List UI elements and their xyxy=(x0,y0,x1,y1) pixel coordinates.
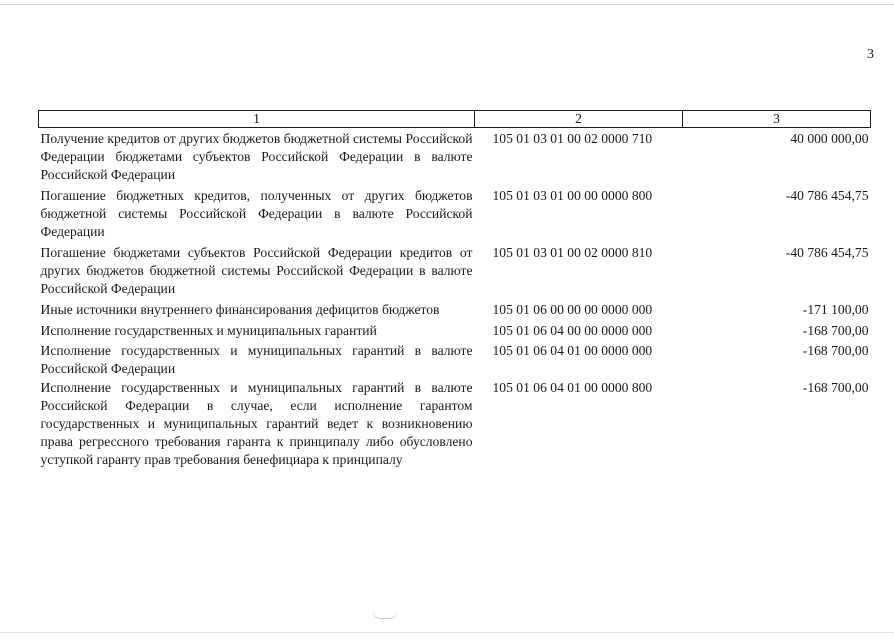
row-name: Погашение бюджетами субъектов Российской Федерации кредитов от других бюджетов бюджетной системы Российской Федерации в валюте Российской Федерации xyxy=(40,245,473,296)
row-code: 105 01 06 04 01 00 0000 000 xyxy=(492,343,653,358)
column-header-3: 3 xyxy=(683,111,871,128)
column-header-1: 1 xyxy=(39,111,475,128)
scan-top-edge xyxy=(0,4,894,5)
scan-mark xyxy=(372,610,398,619)
row-name: Исполнение государственных и муниципальных гарантий в валюте Российской Федерации xyxy=(40,343,473,376)
table-row xyxy=(39,186,871,243)
table-row xyxy=(39,128,871,187)
row-code: 105 01 06 04 00 00 0000 000 xyxy=(492,323,653,338)
row-name: Погашение бюджетных кредитов, полученных от других бюджетов бюджетной системы Российской Федерации в валюте Российской Федерации xyxy=(40,188,473,239)
row-amount: -168 700,00 xyxy=(802,323,869,338)
budget-sources-table xyxy=(38,110,871,471)
row-amount: -168 700,00 xyxy=(802,380,869,395)
page-number: 3 xyxy=(867,47,874,62)
row-name: Получение кредитов от других бюджетов бюджетной системы Российской Федерации бюджетами субъектов Российской Федерации в валюте Российской Федерации xyxy=(40,131,473,182)
row-code: 105 01 03 01 00 00 0000 800 xyxy=(492,188,653,203)
column-header-2: 2 xyxy=(475,111,683,128)
row-code: 105 01 03 01 00 02 0000 710 xyxy=(492,131,653,146)
row-amount: -168 700,00 xyxy=(802,343,869,358)
scan-bottom-edge xyxy=(0,632,894,633)
table-row xyxy=(39,378,871,471)
row-code: 105 01 06 04 01 00 0000 800 xyxy=(492,380,653,395)
row-amount: -171 100,00 xyxy=(802,302,869,317)
table-row xyxy=(39,321,871,342)
row-code: 105 01 06 00 00 00 0000 000 xyxy=(492,302,653,317)
row-name: Исполнение государственных и муниципальных гарантий xyxy=(40,323,377,338)
row-code: 105 01 03 01 00 02 0000 810 xyxy=(492,245,653,260)
row-amount: 40 000 000,00 xyxy=(790,131,869,146)
table-row xyxy=(39,300,871,321)
row-amount: -40 786 454,75 xyxy=(785,188,869,203)
row-name: Иные источники внутреннего финансирования дефицитов бюджетов xyxy=(40,302,440,317)
row-amount: -40 786 454,75 xyxy=(785,245,869,260)
row-name: Исполнение государственных и муниципальных гарантий в валюте Российской Федерации в случае, если исполнение гарантом государственных и муниципальных гарантий ведет к возникновению права регрессного требования гаранта к принципалу либо обусловлено уступкой гаранту прав требования бенефициара к принципалу xyxy=(40,380,473,467)
table-row xyxy=(39,342,871,378)
table-header-row xyxy=(39,111,871,128)
table-row xyxy=(39,243,871,300)
